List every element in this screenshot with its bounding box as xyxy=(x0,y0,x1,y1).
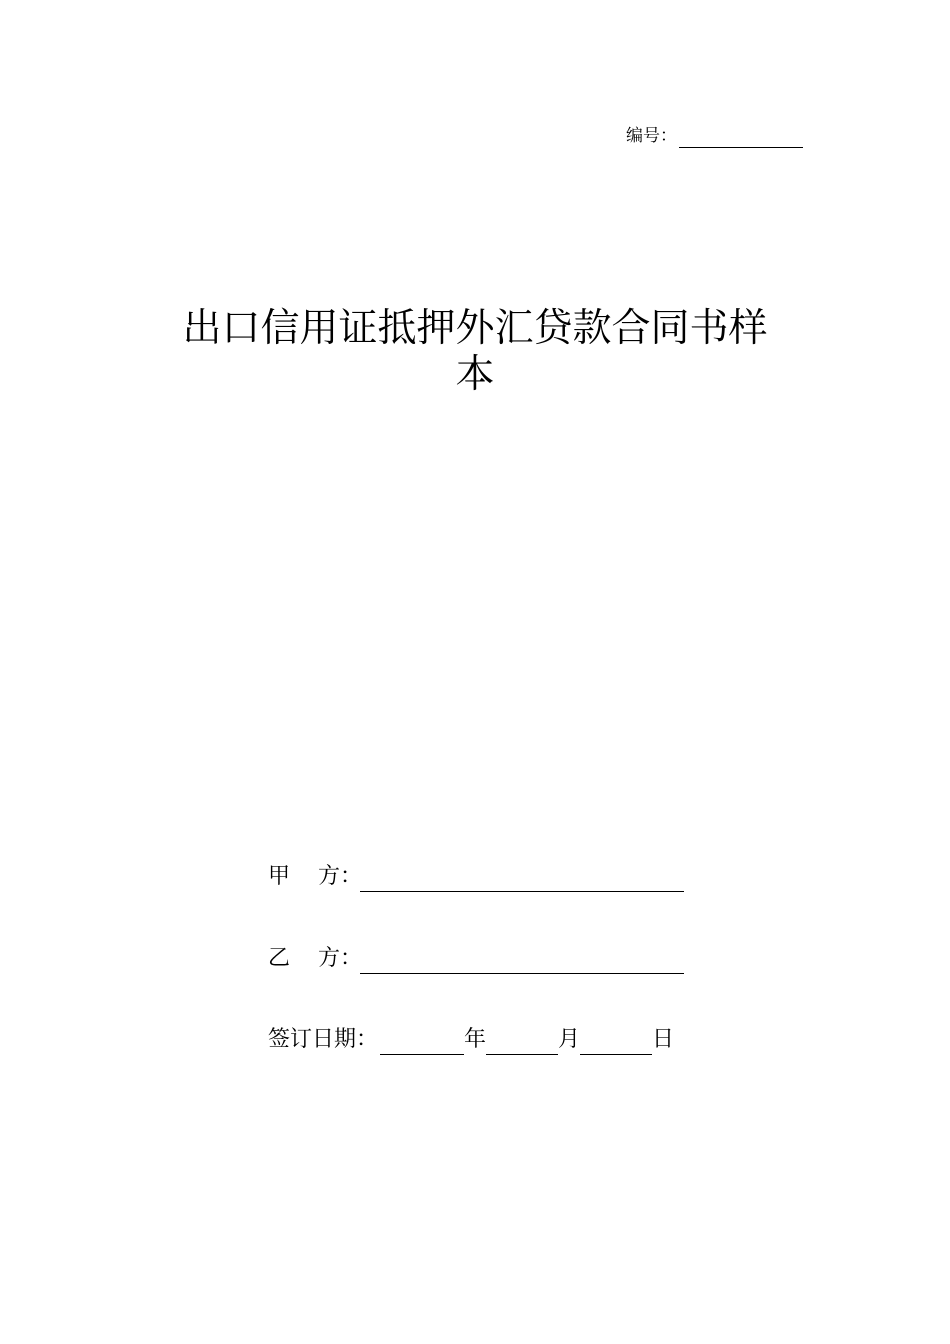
sign-day-blank[interactable] xyxy=(580,1030,652,1055)
document-title-line-2: 本 xyxy=(455,352,495,397)
party-b-blank[interactable] xyxy=(360,949,684,974)
sign-year-blank[interactable] xyxy=(380,1030,464,1055)
party-a-label: 甲 方： xyxy=(268,864,362,889)
party-a-row xyxy=(268,862,684,892)
sign-month-unit: 月 xyxy=(558,1027,581,1052)
contract-number-blank[interactable] xyxy=(679,128,803,148)
document-title xyxy=(150,306,800,398)
sign-month-blank[interactable] xyxy=(486,1030,558,1055)
sign-date-row xyxy=(268,1025,674,1055)
sign-date-label: 签订日期： xyxy=(268,1027,379,1052)
contract-number-row xyxy=(626,124,803,148)
party-b-label: 乙 方： xyxy=(268,946,362,971)
party-b-row xyxy=(268,944,684,974)
party-a-blank[interactable] xyxy=(360,867,684,892)
document-title-line-1: 出口信用证抵押外汇贷款合同书样 xyxy=(182,306,768,351)
sign-year-unit: 年 xyxy=(464,1027,487,1052)
sign-day-unit: 日 xyxy=(652,1027,675,1052)
contract-number-label: 编号： xyxy=(626,126,677,146)
